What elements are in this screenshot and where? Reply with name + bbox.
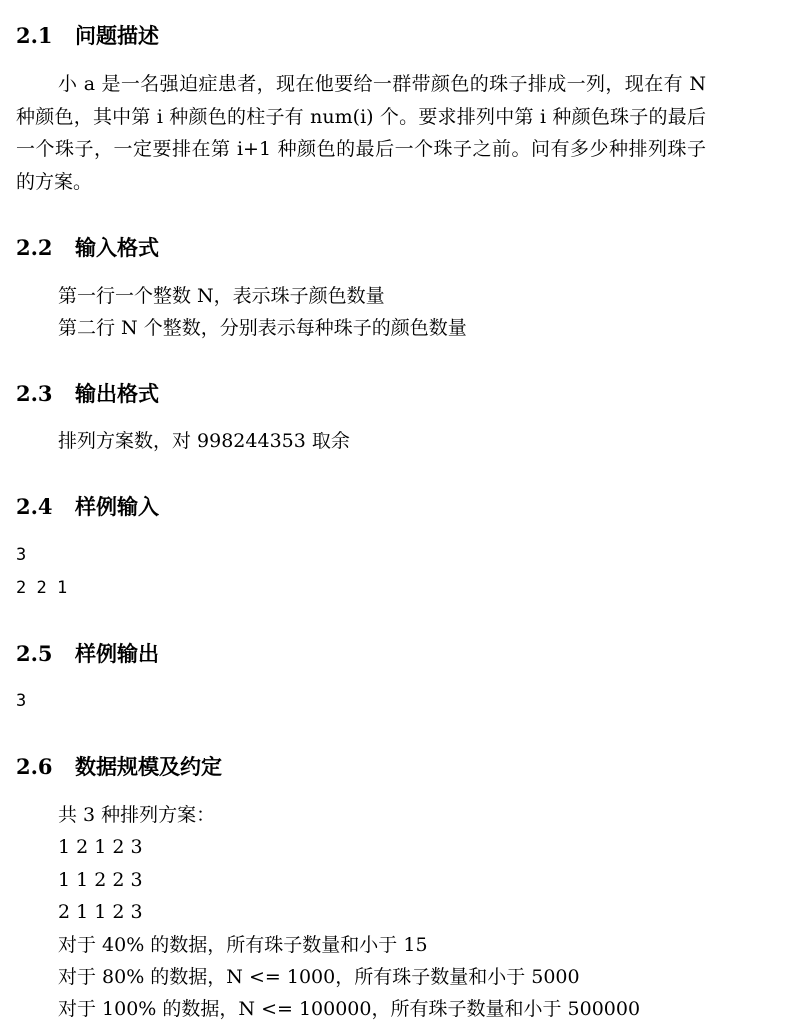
constraints-line-3: 1 1 2 2 3 <box>58 869 143 891</box>
section-title: 问题描述 <box>75 23 159 48</box>
constraints-line-1: 共 3 种排列方案： <box>58 804 216 826</box>
section-heading-2-4 <box>16 494 159 520</box>
section-number: 2.5 <box>16 641 53 666</box>
section-title: 输出格式 <box>75 381 159 406</box>
section-title: 数据规模及约定 <box>75 754 222 779</box>
section-heading-2-1 <box>16 23 159 49</box>
section-title: 样例输出 <box>75 641 159 666</box>
sample-output-line-1: 3 <box>16 691 27 711</box>
section-title: 输入格式 <box>75 235 159 260</box>
section-heading-2-6 <box>16 754 222 780</box>
constraints-line-5: 对于 40% 的数据，所有珠子数量和小于 15 <box>58 934 428 956</box>
constraints-line-7: 对于 100% 的数据，N <= 100000，所有珠子数量和小于 500000 <box>58 998 641 1020</box>
input-format-line-2: 第二行 N 个整数，分别表示每种珠子的颜色数量 <box>58 317 467 339</box>
section-number: 2.4 <box>16 494 53 519</box>
section-heading-2-2 <box>16 235 159 261</box>
output-format-line-1: 排列方案数，对 998244353 取余 <box>58 430 350 452</box>
section-number: 2.3 <box>16 381 53 406</box>
section-number: 2.2 <box>16 235 53 260</box>
constraints-line-4: 2 1 1 2 3 <box>58 901 143 923</box>
section-number: 2.6 <box>16 754 53 779</box>
sample-input-line-2: 2 2 1 <box>16 578 68 598</box>
section-title: 样例输入 <box>75 494 159 519</box>
sample-input-line-1: 3 <box>16 545 27 565</box>
section-heading-2-3 <box>16 381 159 407</box>
problem-description-paragraph: 小 a 是一名强迫症患者，现在他要给一群带颜色的珠子排成一列，现在有 N 种颜色，其中第 i 种颜色的柱子有 num(i) 个。要求排列中第 i 种颜色珠子的最后一个珠子，一定要排在第 i+1 种颜色的最后一个珠子之前。问有多少种排列珠子的方案。 <box>16 73 706 193</box>
constraints-line-2: 1 2 1 2 3 <box>58 836 143 858</box>
input-format-line-1: 第一行一个整数 N，表示珠子颜色数量 <box>58 285 385 307</box>
section-heading-2-5 <box>16 641 159 667</box>
constraints-line-6: 对于 80% 的数据，N <= 1000，所有珠子数量和小于 5000 <box>58 966 580 988</box>
section-number: 2.1 <box>16 23 53 48</box>
